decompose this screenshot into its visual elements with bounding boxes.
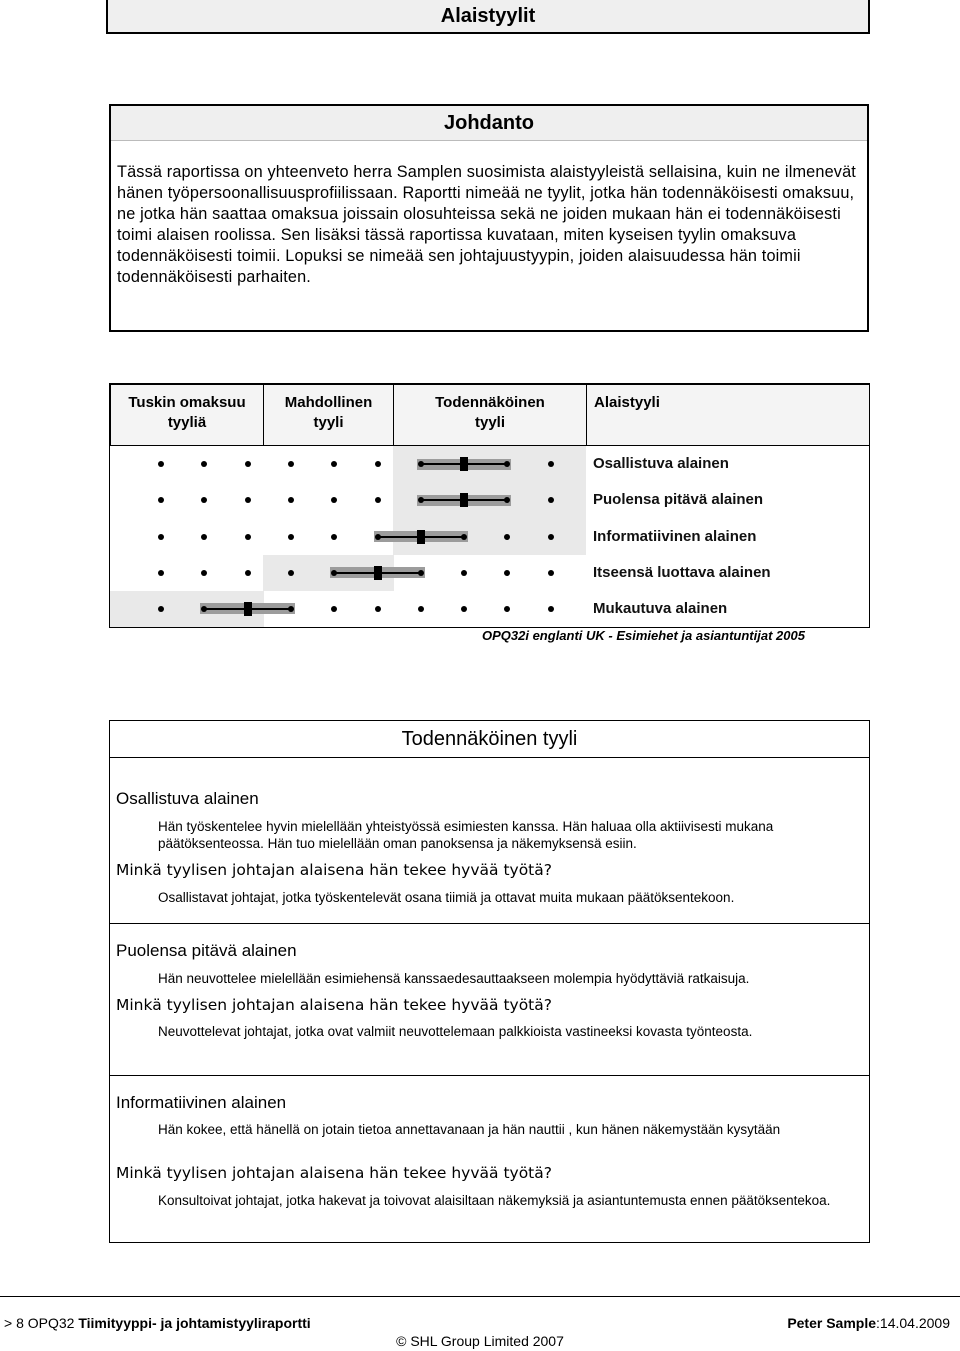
scale-point (331, 497, 337, 503)
scale-point (418, 570, 424, 576)
page-title: Alaistyylit (106, 0, 870, 34)
scale-point (331, 570, 337, 576)
section-title: Informatiivinen alainen (116, 1093, 287, 1112)
scale-point (375, 461, 381, 467)
score-marker (460, 493, 468, 507)
scale-point (158, 461, 164, 467)
scale-point (504, 570, 510, 576)
scale-point (245, 461, 251, 467)
scale-point (461, 606, 467, 612)
scale-point (201, 534, 207, 540)
section-answer: Neuvottelevat johtajat, jotka ovat valmiit neuvottelemaan palkkioista vastineeksi kovasta työnteosta. (158, 1024, 753, 1039)
styles-table (109, 383, 870, 628)
scale-point (288, 461, 294, 467)
header-unlikely-line1: Tuskin omaksuu (128, 394, 246, 411)
section-answer: Konsultoivat johtajat, jotka hakevat ja toivovat alaisiltaan näkemyksiä ja asiantuntemusta ennen päätöksentekoa. (158, 1193, 831, 1208)
scale-point (375, 497, 381, 503)
score-marker (417, 530, 425, 544)
section-question: Minkä tyylisen johtajan alaisena hän tekee hyvää työtä? (116, 1164, 552, 1182)
copyright: © SHL Group Limited 2007 (396, 1333, 564, 1349)
scale-point (548, 461, 554, 467)
scale-point (245, 570, 251, 576)
scale-point (288, 570, 294, 576)
header-likely-line2: tyyli (474, 414, 505, 431)
footer-right (787, 1315, 950, 1331)
header-possible-line2: tyyli (313, 414, 344, 431)
scale-point (331, 606, 337, 612)
section-body: Hän kokee, että hänellä on jotain tietoa annettavanaan ja hän nauttii , kun hänen näkemystään kysytään (158, 1122, 781, 1137)
header-likely (393, 384, 587, 446)
norm-caption: OPQ32i englanti UK - Esimiehet ja asiantuntijat 2005 (482, 628, 805, 643)
section-title: Puolensa pitävä alainen (116, 941, 297, 960)
scale-point (548, 497, 554, 503)
section-body: Hän neuvottelee mielellään esimiehensä kanssaedesauttaakseen molempia hyödyttäviä ratkaisuja. (158, 971, 750, 986)
scale-point (288, 497, 294, 503)
style-label: Puolensa pitävä alainen (593, 491, 764, 509)
header-unlikely (110, 384, 264, 446)
scale-point (548, 570, 554, 576)
section-informatiivinen (110, 1076, 869, 1243)
footer-rule (0, 1296, 960, 1297)
scale-point (245, 497, 251, 503)
style-label: Mukautuva alainen (593, 599, 728, 617)
scale-point (245, 534, 251, 540)
footer-left (4, 1315, 311, 1331)
section-question: Minkä tyylisen johtajan alaisena hän tekee hyvää työtä? (116, 996, 552, 1014)
likely-heading: Todennäköinen tyyli (110, 721, 869, 758)
scale-point (461, 534, 467, 540)
likely-style-box (109, 720, 870, 1243)
page-footer (0, 1296, 960, 1351)
header-possible-line1: Mahdollinen (284, 394, 373, 411)
scale-point (201, 570, 207, 576)
intro-box (109, 104, 869, 332)
intro-text (117, 162, 857, 288)
scale-point (201, 461, 207, 467)
section-title: Osallistuva alainen (116, 789, 259, 808)
scale-point (201, 497, 207, 503)
style-label: Osallistuva alainen (593, 455, 729, 473)
scale-point (418, 461, 424, 467)
header-style-line1: Alaistyyli (594, 394, 660, 411)
scale-point (331, 461, 337, 467)
section-answer: Osallistavat johtajat, jotka työskentelevät osana tiimiä ja ottavat muita mukaan päätöksentekoon. (158, 890, 735, 905)
section-question: Minkä tyylisen johtajan alaisena hän tekee hyvää työtä? (116, 861, 552, 879)
report-date: :14.04.2009 (876, 1315, 950, 1331)
candidate-name: Peter Sample (787, 1315, 877, 1331)
section-puolensa (110, 924, 869, 1076)
scale-point (158, 606, 164, 612)
scale-point (375, 534, 381, 540)
scale-point (158, 534, 164, 540)
scale-point (418, 606, 424, 612)
footer-code: OPQ32 (27, 1315, 75, 1331)
scale-point (288, 606, 294, 612)
scale-point (158, 570, 164, 576)
style-label: Informatiivinen alainen (593, 527, 757, 545)
scale-point (158, 497, 164, 503)
report-title: Tiimityyppi- ja johtamistyyliraportti (78, 1315, 311, 1331)
page-number: > 8 (4, 1315, 24, 1331)
score-marker (374, 566, 382, 580)
intro-heading: Johdanto (111, 106, 867, 141)
header-possible (263, 384, 394, 446)
scale-point (548, 606, 554, 612)
header-likely-line1: Todennäköinen (435, 394, 545, 411)
section-body: Hän työskentelee hyvin mielellään yhteistyössä esimiesten kanssa. Hän haluaa olla aktiivisesti mukana päätöksenteossa. Hän tuo mielellään oman panoksensa ja näkemyksensä esiin. (158, 819, 774, 851)
intro-paragraph: Tässä raportissa on yhteenveto herra Samplen suosimista alaistyyleistä sellaisina, kuin ne ilmenevät hänen työpersoonallisuusprofiilissaan. Raportti nimeää ne tyylit, jotka hän todennäköisesti omaksuu, ne jotka hän saattaa omaksua joissain olosuhteissa sekä ne joiden mukaan hän ei todennäköisesti toimi alaisen roolissa. Sen lisäksi tässä raportissa kuvataan, miten kyseisen tyylin omaksuva todennäköisesti toimii. Lopuksi se nimeää sen johtajuustyypin, joiden alaisuudessa hän toimii todennäköisesti parhaiten. (117, 163, 856, 286)
scale-point (504, 534, 510, 540)
score-marker (460, 457, 468, 471)
scale-point (461, 570, 467, 576)
scale-point (504, 606, 510, 612)
header-style (586, 384, 870, 446)
scale-point (331, 534, 337, 540)
header-unlikely-line2: tyyliä (167, 414, 207, 431)
section-osallistuva (110, 757, 869, 924)
score-marker (244, 602, 252, 616)
style-label: Itseensä luottava alainen (593, 563, 771, 581)
scale-point (288, 534, 294, 540)
scale-point (548, 534, 554, 540)
scale-point (375, 606, 381, 612)
